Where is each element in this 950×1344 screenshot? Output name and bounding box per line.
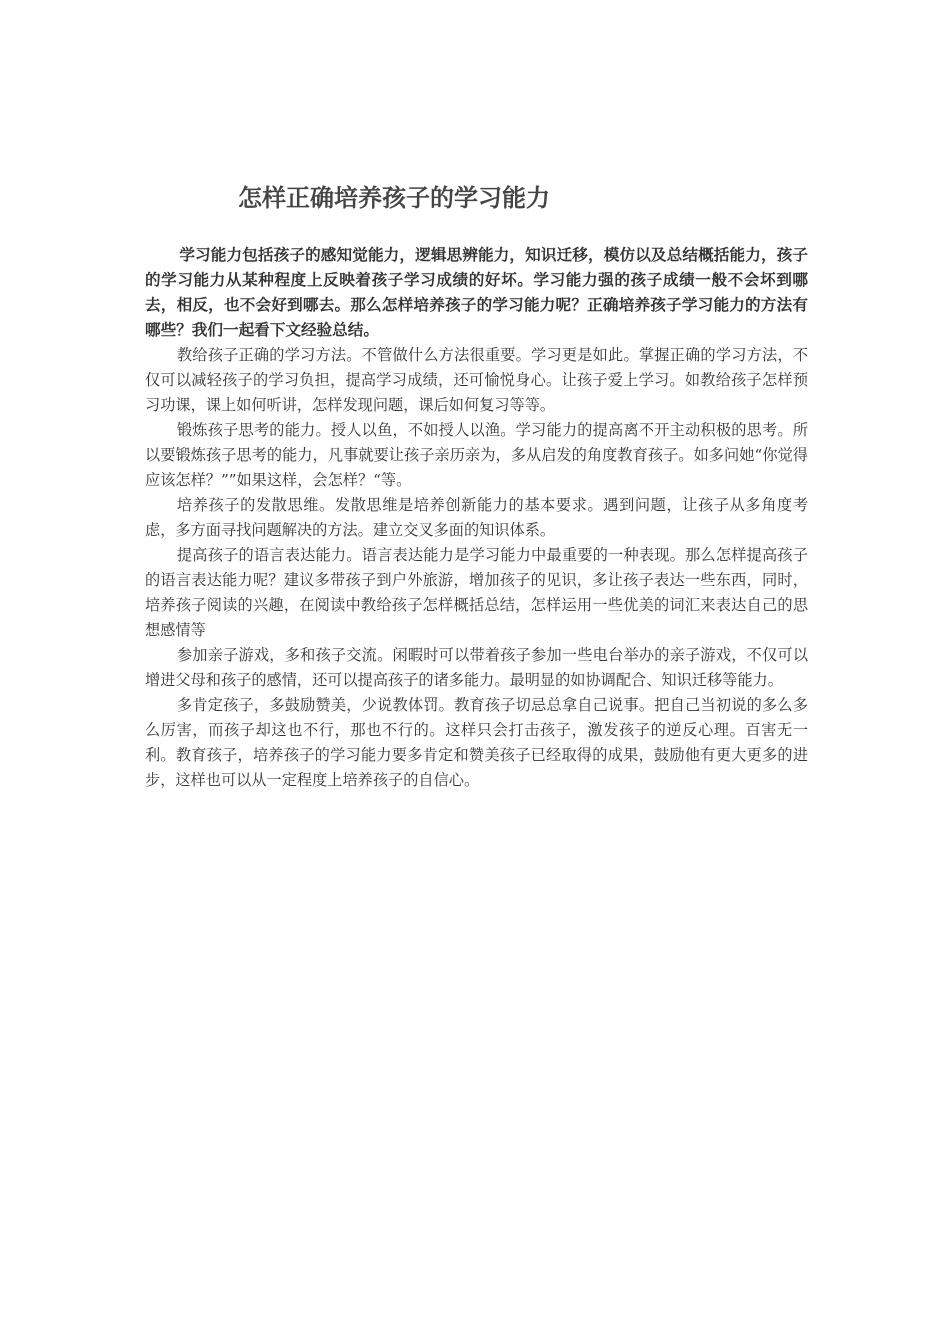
paragraph-parent-child-games: 参加亲子游戏，多和孩子交流。闲暇时可以带着孩子参加一些电台举办的亲子游戏，不仅可以增进父母和孩子的感情，还可以提高孩子的诸多能力。最明显的如协调配合、知识迁移等能力。 — [145, 646, 808, 689]
paragraph-language-expression: 提高孩子的语言表达能力。语言表达能力是学习能力中最重要的一种表现。那么怎样提高孩子的语言表达能力呢？建议多带孩子到户外旅游，增加孩子的见识，多让孩子表达一些东西，同时，培养孩子阅读的兴趣，在阅读中教给孩子怎样概括总结，怎样运用一些优美的词汇来表达自己的思想感情等 — [145, 546, 808, 639]
document-body — [145, 243, 808, 793]
intro-paragraph: 学习能力包括孩子的感知觉能力，逻辑思辨能力，知识迁移，模仿以及总结概括能力，孩子的学习能力从某种程度上反映着孩子学习成绩的好坏。学习能力强的孩子成绩一般不会坏到哪去，相反，也不会好到哪去。那么怎样培养孩子的学习能力呢？正确培养孩子学习能力的方法有哪些？我们一起看下文经验总结。 — [145, 246, 808, 339]
paragraph-thinking-ability: 锻炼孩子思考的能力。授人以鱼，不如授人以渔。学习能力的提高离不开主动积极的思考。所以要锻炼孩子思考的能力，凡事就要让孩子亲历亲为，多从启发的角度教育孩子。如多问她“你觉得应该怎样？””如果这样，会怎样？“等。 — [145, 421, 808, 489]
paragraph-divergent-thinking: 培养孩子的发散思维。发散思维是培养创新能力的基本要求。遇到问题，让孩子从多角度考虑，多方面寻找问题解决的方法。建立交叉多面的知识体系。 — [145, 496, 808, 539]
paragraph-praise-encouragement: 多肯定孩子，多鼓励赞美，少说教体罚。教育孩子切忌总拿自己说事。把自己当初说的多么多么厉害，而孩子却这也不行，那也不行的。这样只会打击孩子，激发孩子的逆反心理。百害无一利。教育孩子，培养孩子的学习能力要多肯定和赞美孩子已经取得的成果，鼓励他有更大更多的进步，这样也可以从一定程度上培养孩子的自信心。 — [145, 696, 808, 789]
paragraph-learning-method: 教给孩子正确的学习方法。不管做什么方法很重要。学习更是如此。掌握正确的学习方法，不仅可以减轻孩子的学习负担，提高学习成绩，还可愉悦身心。让孩子爱上学习。如教给孩子怎样预习功课，课上如何听讲，怎样发现问题，课后如何复习等等。 — [145, 346, 808, 414]
document-title: 怎样正确培养孩子的学习能力 — [238, 184, 550, 212]
